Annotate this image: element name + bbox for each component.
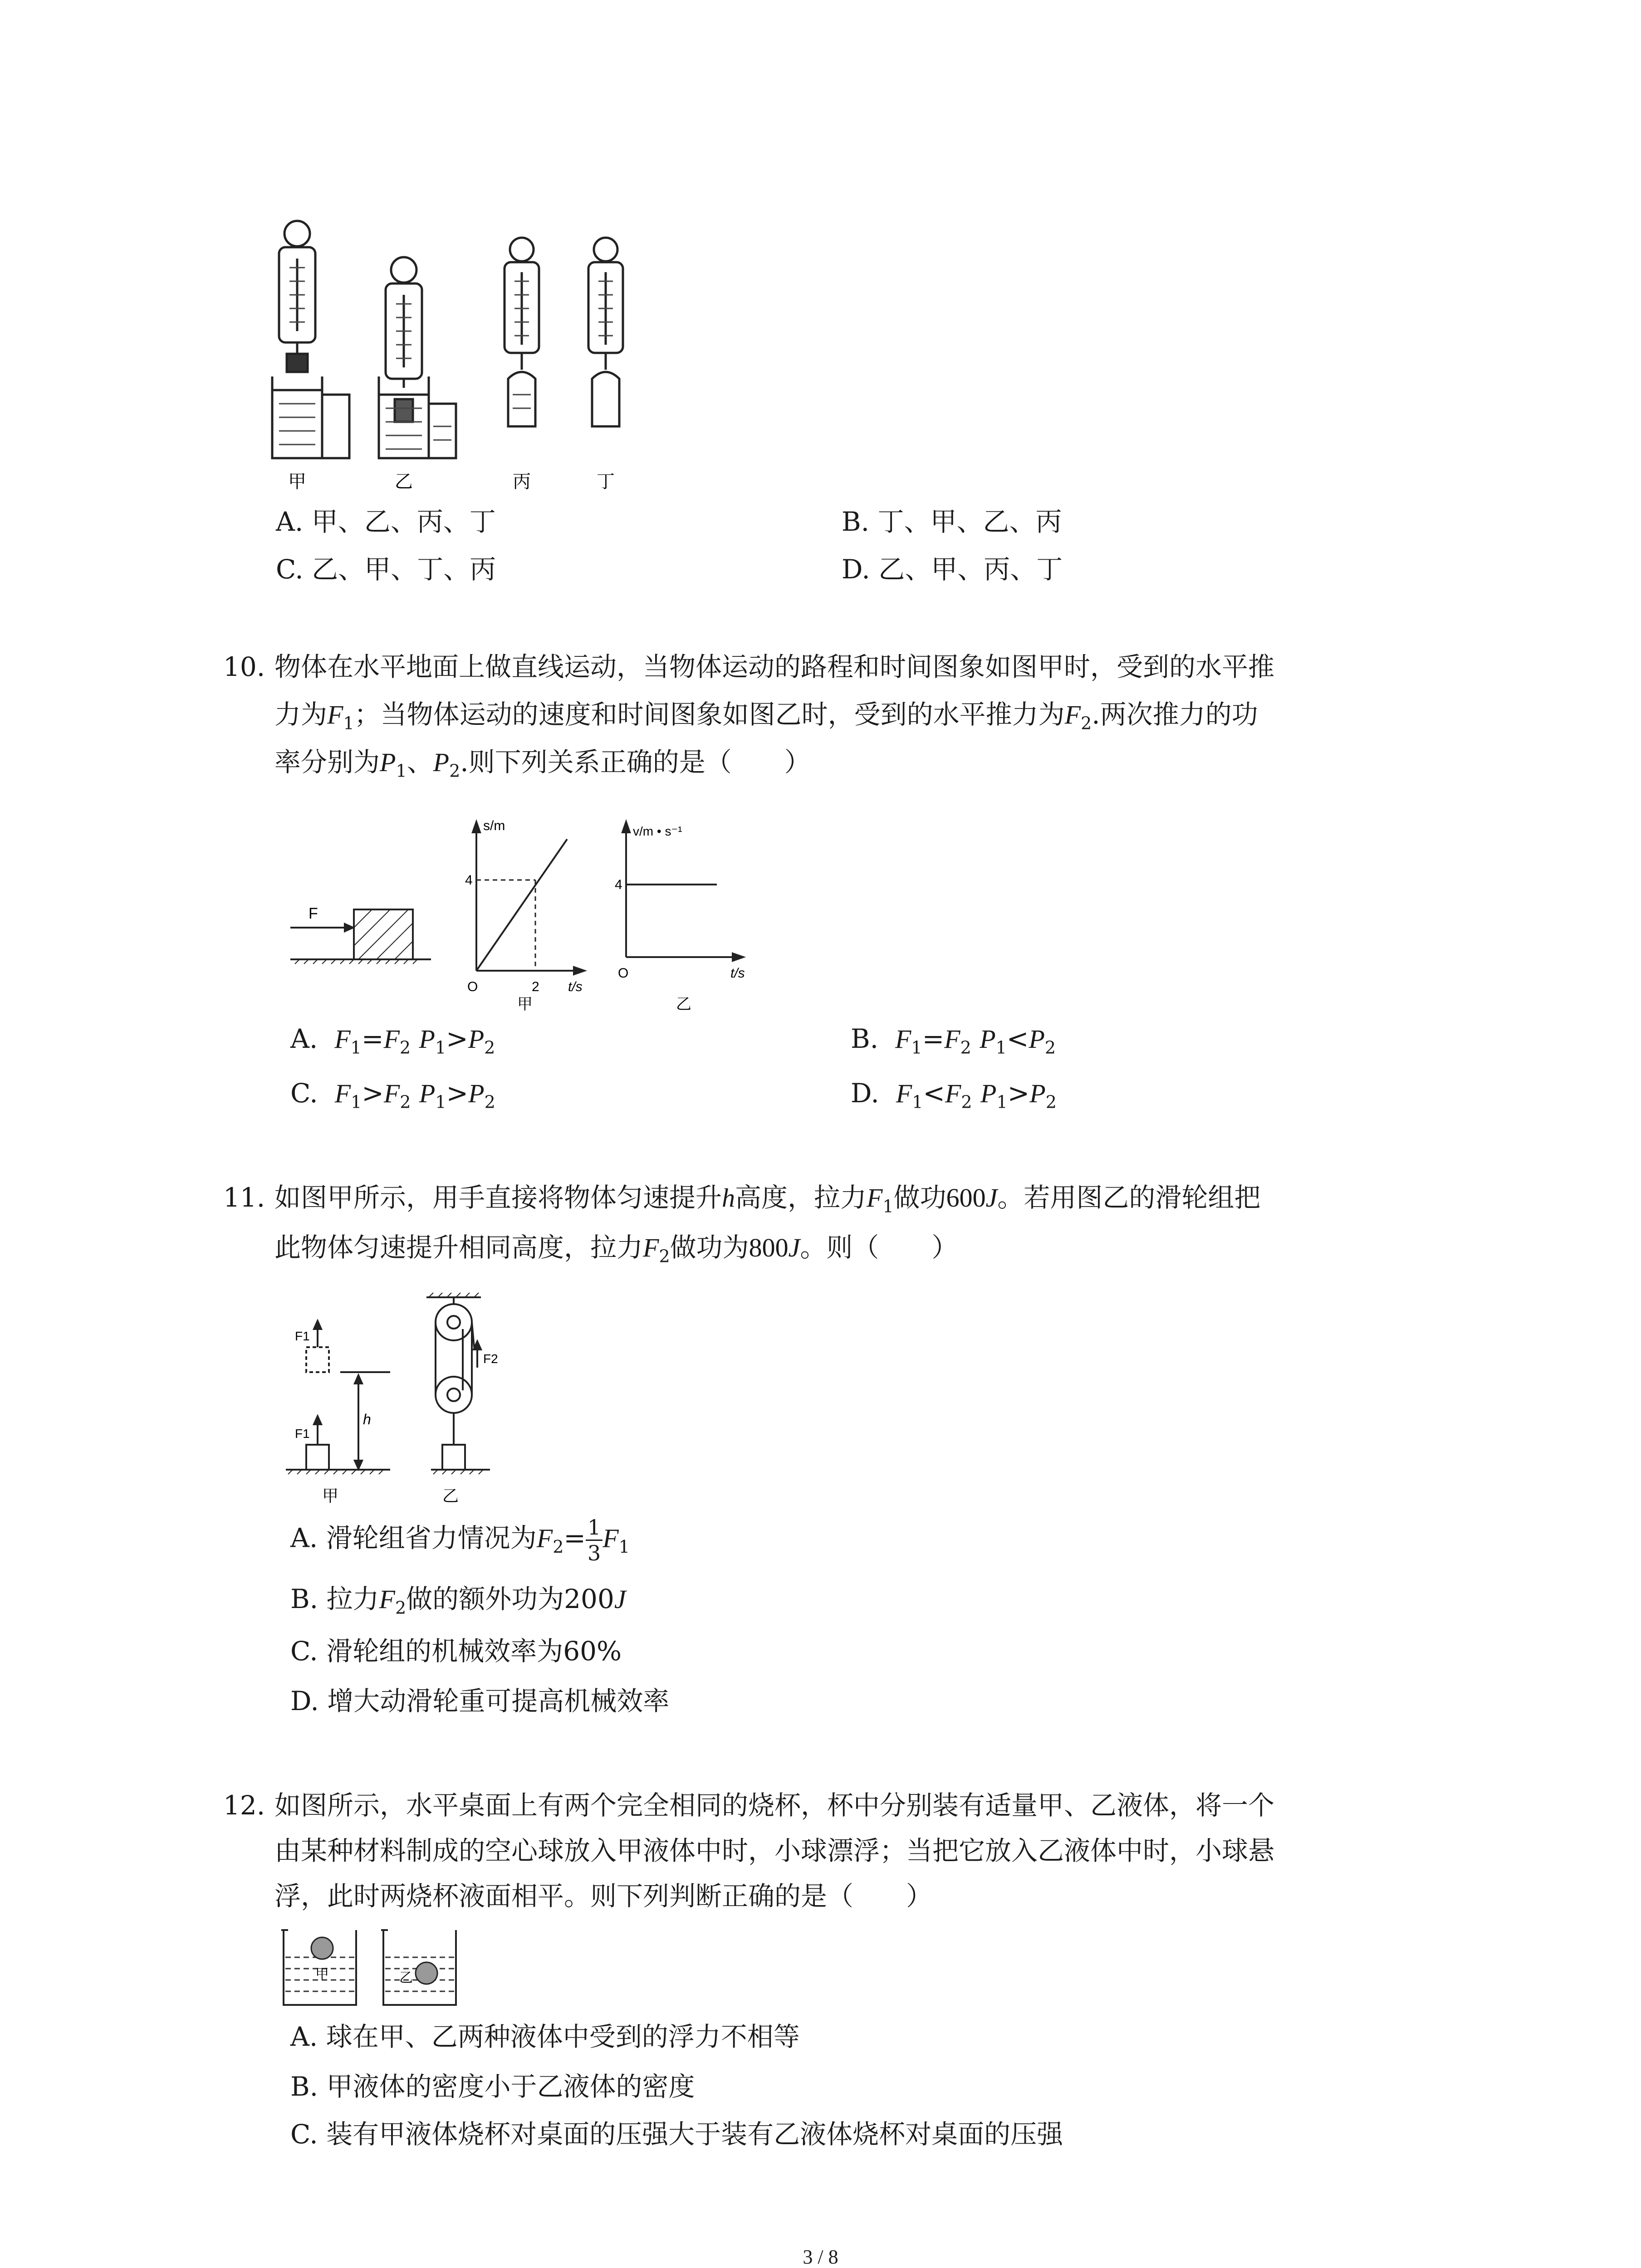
q9-spring-scale-figure xyxy=(254,213,662,503)
q9-label-ding: 丁 xyxy=(597,472,615,492)
q10-option-a[interactable]: A. $F_1=F_2$ $P_1>P_2$ xyxy=(290,1023,495,1058)
q10-graph-b-ytick: 4 xyxy=(615,877,622,892)
q9-label-yi: 乙 xyxy=(395,472,413,492)
q10-graph-a-ylabel: s/m xyxy=(483,818,505,833)
q11-fig-f1-top: F1 xyxy=(295,1329,310,1343)
q10-number: 10. xyxy=(223,651,265,682)
q10-graph-a-ytick: 4 xyxy=(465,873,473,888)
q11-option-a[interactable]: A. 滑轮组省力情况为$F_2=$ $\frac{1}{3}$ $F_1$ xyxy=(290,1515,630,1565)
q10-graph-a-origin: O xyxy=(467,979,478,994)
q10-figure xyxy=(281,807,780,1016)
q12-stem-line2: 由某种材料制成的空心球放入甲液体中时，小球漂浮；当把它放入乙液体中时，小球悬 xyxy=(274,1835,1275,1866)
q11-option-b[interactable]: B. 拉力$F_2$做的额外功为200J xyxy=(290,1584,626,1618)
q12-option-a[interactable]: A. 球在甲、乙两种液体中受到的浮力不相等 xyxy=(290,2021,800,2052)
q10-option-d[interactable]: D. $F_1<F_2$ $P_1>P_2$ xyxy=(851,1078,1057,1112)
q11-stem-line2: 此物体匀速提升相同高度，拉力$F_2$做功为800J。则（ ） xyxy=(274,1232,958,1266)
q12-stem-line1: 如图所示，水平桌面上有两个完全相同的烧杯，杯中分别装有适量甲、乙液体，将一个 xyxy=(274,1790,1275,1821)
q10-option-c[interactable]: C. $F_1>F_2$ $P_1>P_2$ xyxy=(290,1078,495,1112)
q11-stem-line1: 如图甲所示，用手直接将物体匀速提升h高度，拉力$F_1$做功600J。若用图乙的滑轮组把 xyxy=(274,1182,1261,1217)
q11-option-d[interactable]: D. 增大动滑轮重可提高机械效率 xyxy=(290,1686,670,1716)
q10-stem-line1: 物体在水平地面上做直线运动，当物体运动的路程和时间图象如图甲时，受到的水平推 xyxy=(274,651,1275,682)
q12-stem-line3: 浮，此时两烧杯液面相平。则下列判断正确的是（ ） xyxy=(274,1881,933,1911)
q12-fig-label-yi: 乙 xyxy=(399,1970,413,1985)
q12-fig-label-jia: 甲 xyxy=(315,1967,329,1982)
q12-option-b[interactable]: B. 甲液体的密度小于乙液体的密度 xyxy=(290,2071,695,2102)
q12-beaker-figure xyxy=(279,1923,470,2014)
q9-option-b[interactable]: B. 丁、甲、乙、丙 xyxy=(842,506,1062,537)
q11-fig-f2-label: F2 xyxy=(483,1352,498,1366)
q11-number: 11. xyxy=(223,1182,265,1213)
q9-label-jia: 甲 xyxy=(288,472,306,492)
q11-fig-caption-a: 甲 xyxy=(322,1486,339,1505)
q10-graph-b-caption: 乙 xyxy=(676,996,691,1013)
q9-option-c[interactable]: C. 乙、甲、丁、丙 xyxy=(276,554,496,585)
q10-graph-b-xlabel: t/s xyxy=(730,966,745,981)
q9-option-d[interactable]: D. 乙、甲、丙、丁 xyxy=(842,554,1063,585)
q12-number: 12. xyxy=(223,1790,265,1821)
q10-force-label: F xyxy=(309,905,318,922)
q11-option-c[interactable]: C. 滑轮组的机械效率为60% xyxy=(290,1636,622,1667)
q10-graph-b-origin: O xyxy=(618,966,629,981)
q10-graph-a-caption: 甲 xyxy=(517,996,533,1013)
q10-option-b[interactable]: B. $F_1=F_2$ $P_1<P_2$ xyxy=(851,1023,1056,1058)
q11-pulley-figure xyxy=(281,1288,535,1510)
q11-fig-h-label: h xyxy=(363,1411,371,1427)
q11-fig-f1-bottom: F1 xyxy=(295,1427,310,1441)
q11-fig-caption-b: 乙 xyxy=(442,1486,459,1505)
q10-stem-line3: 率分别为$P_1$、$P_2$.则下列关系正确的是（ ） xyxy=(274,747,811,781)
q10-graph-a-xtick: 2 xyxy=(532,979,539,994)
q10-stem-line2: 力为$F_1$；当物体运动的速度和时间图象如图乙时，受到的水平推力为$F_2$.两次推力的功 xyxy=(274,699,1258,733)
q10-graph-a-xlabel: t/s xyxy=(568,979,583,994)
q10-graph-b-ylabel: v/m • s⁻¹ xyxy=(633,824,682,838)
q12-option-c[interactable]: C. 装有甲液体烧杯对桌面的压强大于装有乙液体烧杯对桌面的压强 xyxy=(290,2119,1063,2150)
page-number: 3 / 8 xyxy=(803,2246,838,2268)
q9-label-bing: 丙 xyxy=(513,472,531,492)
q9-option-a[interactable]: A. 甲、乙、丙、丁 xyxy=(276,506,496,537)
